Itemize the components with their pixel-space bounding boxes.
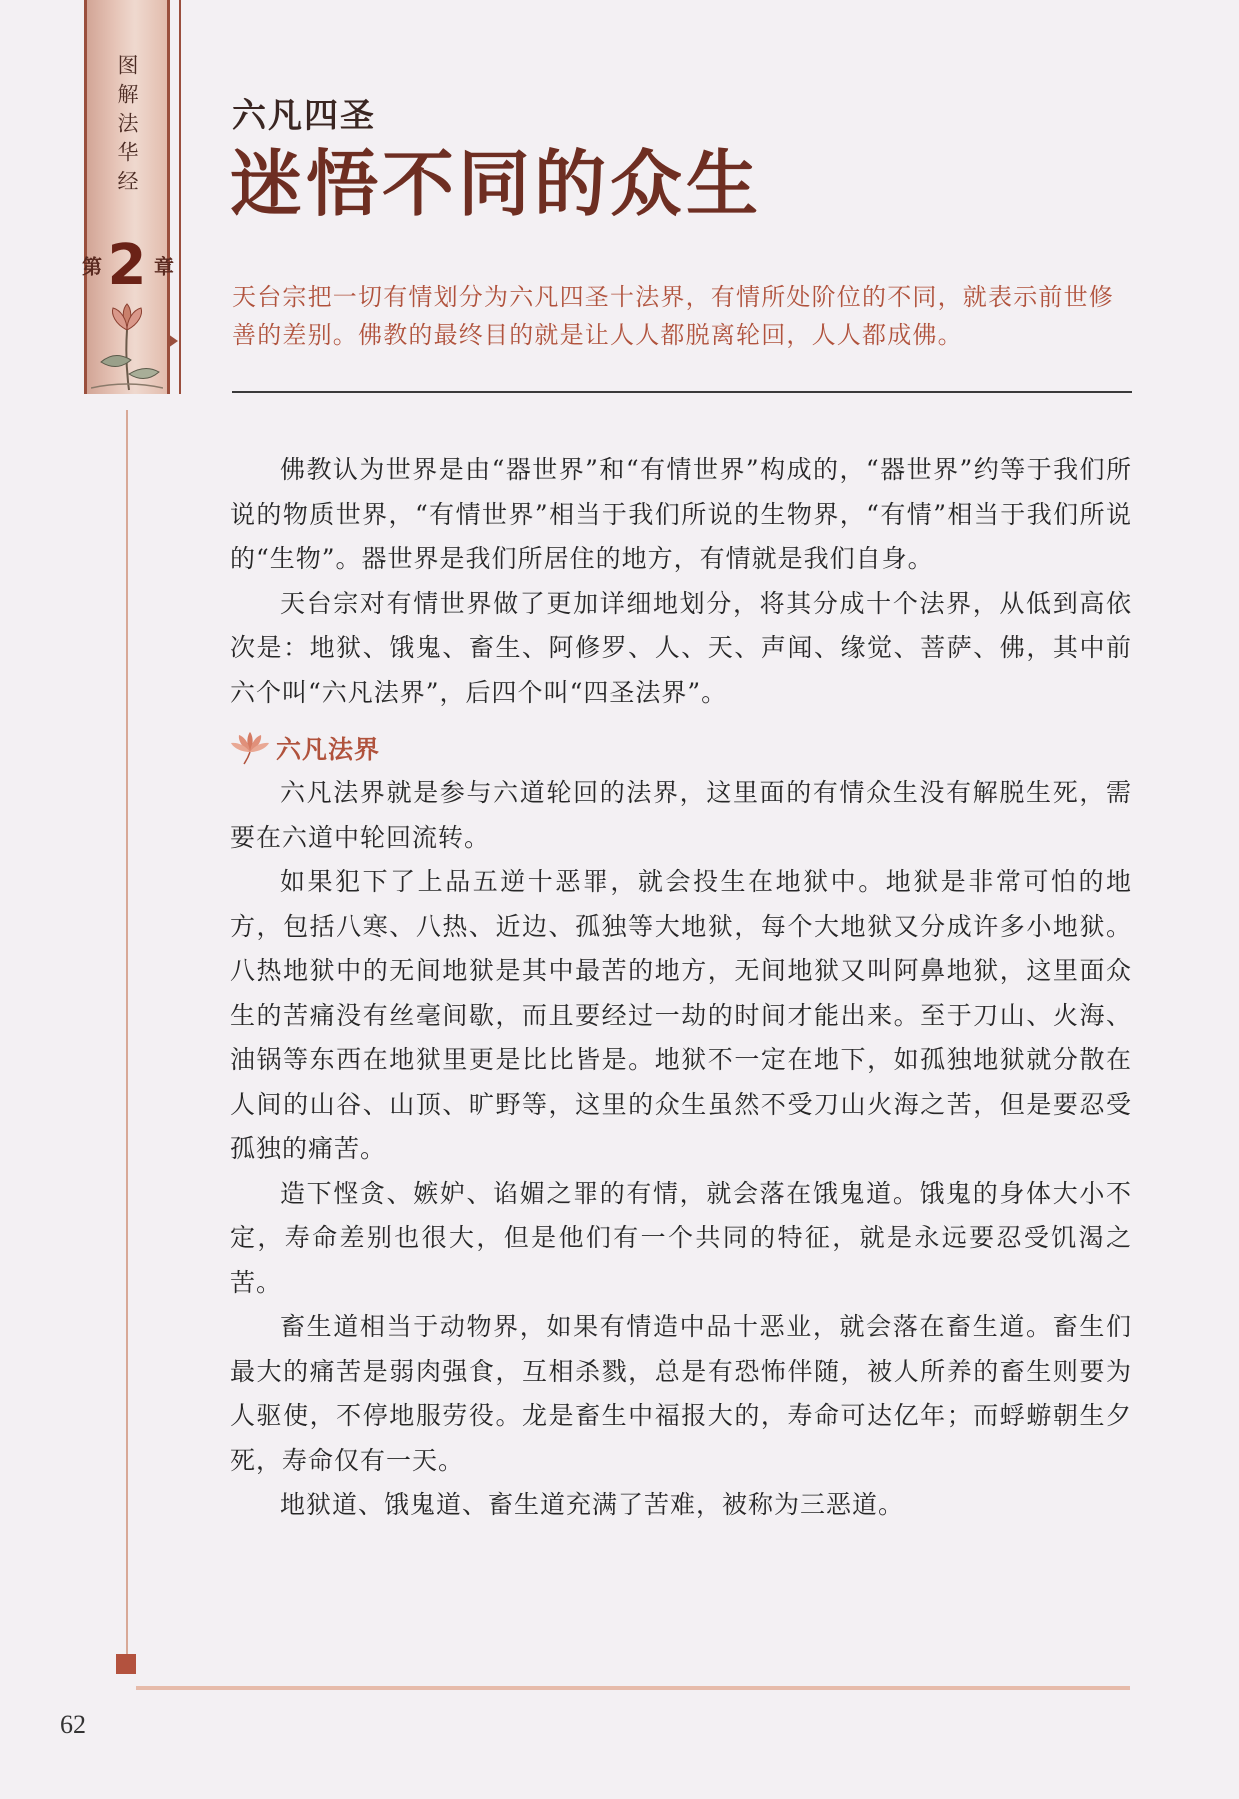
lotus-illustration-icon: [91, 300, 163, 392]
page-number: 62: [60, 1710, 86, 1739]
corner-square-icon: [116, 1654, 136, 1674]
header-divider: [232, 391, 1132, 393]
left-margin-rule: [126, 410, 128, 1660]
chapter-side-tab: [78, 0, 175, 394]
tab-pointer-icon: [168, 334, 178, 348]
paragraph: 如果犯下了上品五逆十恶罪，就会投生在地狱中。地狱是非常可怕的地方，包括八寒、八热、近边、孤独等大地狱，每个大地狱又分成许多小地狱。八热地狱中的无间地狱是其中最苦的地方，无间地狱又叫阿鼻地狱，这里面众生的苦痛没有丝毫间歇，而且要经过一劫的时间才能出来。至于刀山、火海、油锅等东西在地狱里更是比比皆是。地狱不一定在地下，如孤独地狱就分散在人间的山谷、山顶、旷野等，这里的众生虽然不受刀山火海之苦，但是要忍受孤独的痛苦。: [230, 867, 1132, 1163]
intro-summary: 天台宗把一切有情划分为六凡四圣十法界，有情所处阶位的不同，就表示前世修善的差别。佛教的最终目的就是让人人都脱离轮回，人人都成佛。: [232, 283, 1114, 349]
chapter-number: 2: [107, 233, 147, 298]
paragraph: 造下悭贪、嫉妒、谄媚之罪的有情，就会落在饿鬼道。饿鬼的身体大小不定，寿命差别也很大，但是他们有一个共同的特征，就是永远要忍受饥渴之苦。: [230, 1178, 1132, 1297]
paragraph: 六凡法界就是参与六道轮回的法界，这里面的有情众生没有解脱生死，需要在六道中轮回流转。: [230, 778, 1132, 852]
lotus-flower-icon: [230, 730, 270, 766]
paragraph: 地狱道、饿鬼道、畜生道充满了苦难，被称为三恶道。: [280, 1490, 905, 1519]
paragraph: 畜生道相当于动物界，如果有情造中品十恶业，就会落在畜生道。畜生们最大的痛苦是弱肉强食，互相杀戮，总是有恐怖伴随，被人所养的畜生则要为人驱使，不停地服劳役。龙是畜生中福报大的，寿命可达亿年；而蜉蝣朝生夕死，寿命仅有一天。: [230, 1312, 1132, 1475]
paragraph: 天台宗对有情世界做了更加详细地划分，将其分成十个法界，从低到高依次是：地狱、饿鬼、畜生、阿修罗、人、天、声闻、缘觉、菩萨、佛，其中前六个叫“六凡法界”，后四个叫“四圣法界”。: [230, 588, 1132, 707]
page-title: 迷悟不同的众生: [230, 141, 763, 226]
chapter-suffix: 章: [150, 256, 175, 276]
section-heading: [230, 725, 1132, 771]
section-heading-label: 六凡法界: [276, 735, 381, 764]
page-subtitle: 六凡四圣: [232, 96, 376, 136]
body-text: [230, 448, 1132, 1528]
paragraph: 佛教认为世界是由“器世界”和“有情世界”构成的，“器世界”约等于我们所说的物质世界，“有情世界”相当于我们所说的生物界，“有情”相当于我们所说的“生物”。器世界是我们所居住的地方，有情就是我们自身。: [230, 455, 1132, 573]
chapter-prefix: 第: [78, 256, 103, 276]
chapter-mark: [78, 233, 175, 298]
book-title: 图解法华经: [115, 54, 139, 199]
bottom-rule: [136, 1686, 1130, 1690]
